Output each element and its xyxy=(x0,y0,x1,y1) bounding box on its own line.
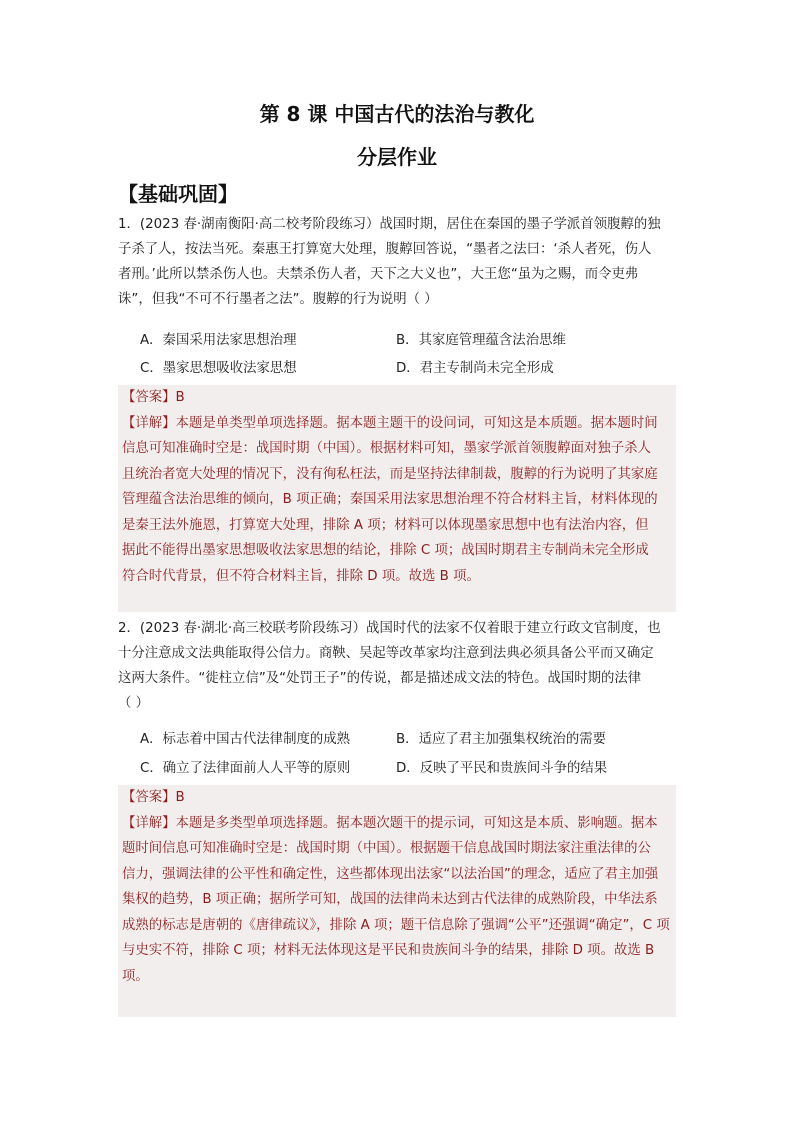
explanation-line: 符合时代背景，但不符合材料主旨，排除 D 项。故选 B 项。 xyxy=(122,568,480,584)
explanation-line: 据此不能得出墨家思想吸收法家思想的结论，排除 C 项；战国时期君主专制尚未完全形成 xyxy=(122,543,649,558)
option-a: A．秦国采用法家思想治理 xyxy=(140,333,297,348)
section-heading: 【基础巩固】 xyxy=(118,182,238,206)
answer-label: 【答案】B xyxy=(122,390,185,405)
explanation-line: 信力，强调法律的公平性和确定性，这些都体现出法家“以法治国”的理念，适应了君主加强 xyxy=(122,866,659,882)
option-d: D．反映了平民和贵族间斗争的结果 xyxy=(396,761,608,776)
stem-line: 1．(2023 春·湖南衡阳·高二校考阶段练习）战国时期，居住在秦国的墨子学派首领腹䵍的独 xyxy=(118,217,661,232)
option-d: D．君主专制尚未完全形成 xyxy=(396,361,554,376)
page-title: 第 8 课 中国古代的法治与教化 xyxy=(259,102,535,126)
stem-line: （ ） xyxy=(118,696,150,711)
explanation-line: 管理蕴含法治思维的倾向，B 项正确；秦国采用法家思想治理不符合材料主旨，材料体现的 xyxy=(122,492,658,507)
option-c: C．墨家思想吸收法家思想 xyxy=(140,361,297,376)
question-2-stem xyxy=(118,616,678,716)
option-c: C．确立了法律面前人人平等的原则 xyxy=(140,761,351,776)
explanation-line: 【详解】本题是单类型单项选择题。据本题主题干的设问词，可知这是本质题。据本题时间 xyxy=(122,415,658,431)
option-b: B．其家庭管理蕴含法治思维 xyxy=(396,333,566,348)
explanation-line: 题时间信息可知准确时空是：战国时期（中国）。根据题干信息战国时期法家注重法律的公 xyxy=(122,841,651,856)
stem-line: 子杀了人，按法当死。秦惠王打算宽大处理，腹䵍回答说，“墨者之法曰：‘杀人者死，伤人 xyxy=(118,242,652,257)
explanation-line: 信息可知准确时空是：战国时期（中国）。根据材料可知，墨家学派首领腹䵍面对独子杀人 xyxy=(122,441,651,456)
stem-line: 十分注意成文法典能取得公信力。商鞅、吴起等改革家均注意到法典必须具备公平而又确定 xyxy=(118,646,654,661)
option-b: B．适应了君主加强集权统治的需要 xyxy=(396,732,607,747)
stem-line: 诛”，但我“不可不行墨者之法”。腹䵍的行为说明（ ） xyxy=(118,292,438,307)
page-subtitle: 分层作业 xyxy=(357,145,437,169)
answer-label: 【答案】B xyxy=(122,790,185,805)
option-a: A．标志着中国古代法律制度的成熟 xyxy=(140,732,351,747)
stem-line: 者刑。’此所以禁杀伤人也。夫禁杀伤人者，天下之大义也”，大王您“虽为之赐，而令吏弗 xyxy=(118,267,639,282)
explanation-line: 成熟的标志是唐朝的《唐律疏议》，排除 A 项；题干信息除了强调“公平”还强调“确定”，C 项 xyxy=(122,917,670,933)
stem-line: 这两大条件。“徙柱立信”及“处罚王子”的传说，都是描述成文法的特色。战国时期的法律 xyxy=(118,671,642,686)
explanation-line: 【详解】本题是多类型单项选择题。据本题次题干的提示词，可知这是本质、影响题。据本 xyxy=(122,815,658,831)
explanation-line: 集权的趋势，B 项正确；据所学可知，战国的法律尚未达到古代法律的成熟阶段，中华法系 xyxy=(122,892,658,907)
explanation-line: 与史实不符，排除 C 项；材料无法体现这是平民和贵族间斗争的结果，排除 D 项。故选 B xyxy=(122,943,655,958)
question-1-stem xyxy=(118,212,678,312)
question-1-answer-box xyxy=(118,385,676,612)
explanation-line: 项。 xyxy=(122,968,149,984)
stem-line: 2．(2023 春·湖北·高三校联考阶段练习）战国时代的法家不仅着眼于建立行政文官制度，也 xyxy=(118,621,661,636)
question-2-answer-box xyxy=(118,785,676,1017)
explanation-line: 且统治者宽大处理的情况下，没有徇私枉法，而是坚持法律制裁，腹䵍的行为说明了其家庭 xyxy=(122,466,658,482)
explanation-line: 是秦王法外施恩，打算宽大处理，排除 A 项；材料可以体现墨家思想中也有法治内容，但 xyxy=(122,517,649,533)
